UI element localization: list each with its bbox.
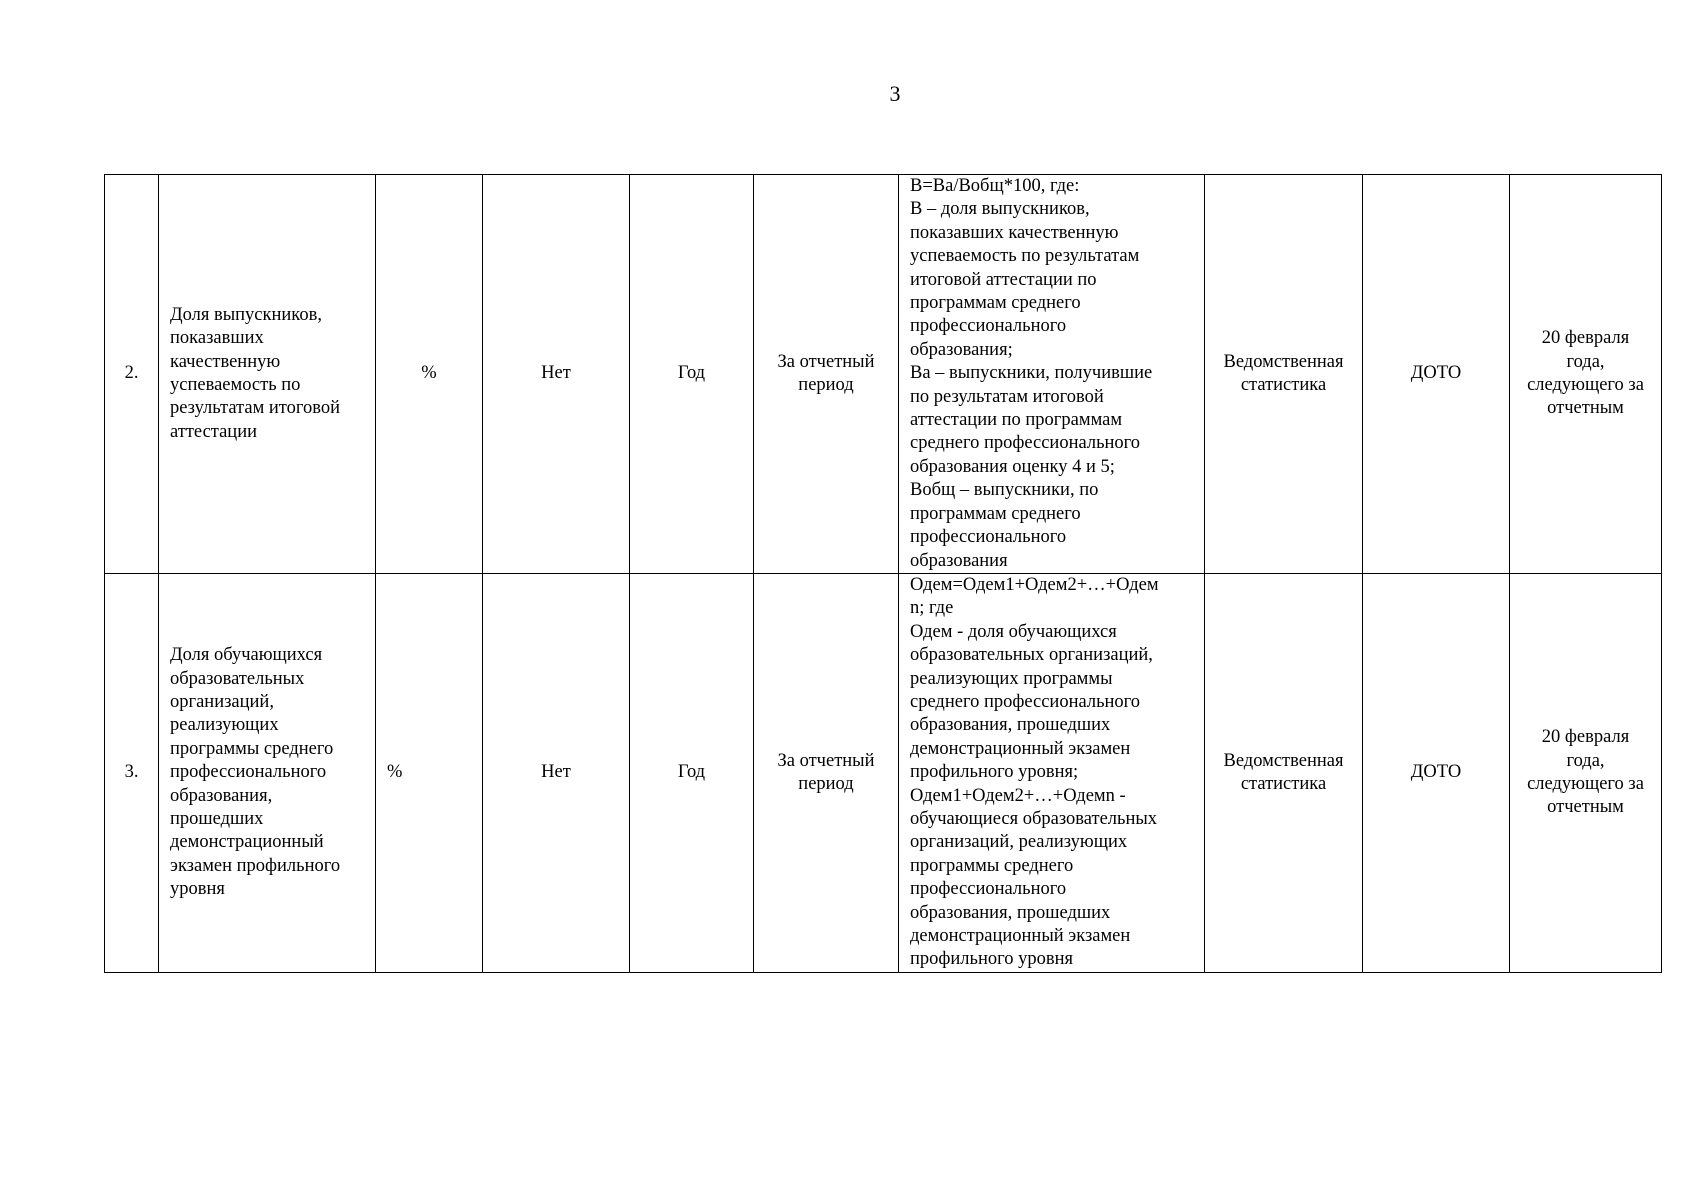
table-row xyxy=(105,573,1662,972)
periodicity-cell xyxy=(630,573,754,972)
unit-cell xyxy=(376,175,483,574)
row-number-cell xyxy=(105,573,159,972)
deadline-cell xyxy=(1510,175,1662,574)
row-number-cell xyxy=(105,175,159,574)
cumulative: Нет xyxy=(541,762,571,783)
time-type: За отчетный период xyxy=(777,351,875,395)
source-cell xyxy=(1205,573,1363,972)
row-number: 2. xyxy=(124,363,139,384)
calculation-method: В=Ва/Вобщ*100, где: В – доля выпускников, показавших качественную успеваемость по результатам итоговой аттестации по программам среднего профессионального образования; Ва – выпускники, получившие по результатам итоговой аттестации по программам среднего профессионального образования оценку 4 и 5; Вобщ – выпускники, по программам среднего профессионального образования xyxy=(910,176,1153,571)
deadline-cell xyxy=(1510,573,1662,972)
indicator-name: Доля обучающихся образовательных организаций, реализующих программы среднего профессионального образования, прошедших демонстрационный экзамен профильного уровня xyxy=(170,645,341,900)
time-type-cell xyxy=(754,573,899,972)
responsible: ДОТО xyxy=(1410,363,1462,384)
time-type: За отчетный период xyxy=(777,750,875,794)
data-source: Ведомственная статистика xyxy=(1223,750,1344,794)
method-cell xyxy=(899,175,1205,574)
time-type-cell xyxy=(754,175,899,574)
table-row xyxy=(105,175,1662,574)
periodicity: Год xyxy=(677,363,706,384)
data-source: Ведомственная статистика xyxy=(1223,351,1344,395)
source-cell xyxy=(1205,175,1363,574)
cumulative-cell xyxy=(483,573,630,972)
row-number: 3. xyxy=(124,762,139,783)
responsible-cell xyxy=(1363,175,1510,574)
responsible: ДОТО xyxy=(1410,762,1462,783)
indicators-table xyxy=(104,174,1662,973)
deadline: 20 февраля года, следующего за отчетным xyxy=(1527,727,1644,818)
unit-cell xyxy=(376,573,483,972)
indicator-name-cell xyxy=(159,175,376,574)
periodicity-cell xyxy=(630,175,754,574)
periodicity: Год xyxy=(677,762,706,783)
indicator-name: Доля выпускников, показавших качественную успеваемость по результатам итоговой аттестации xyxy=(170,304,341,442)
method-cell xyxy=(899,573,1205,972)
indicator-name-cell xyxy=(159,573,376,972)
cumulative-cell xyxy=(483,175,630,574)
deadline: 20 февраля года, следующего за отчетным xyxy=(1527,328,1644,419)
unit: % xyxy=(387,762,403,783)
responsible-cell xyxy=(1363,573,1510,972)
unit: % xyxy=(421,363,437,384)
page-number: 3 xyxy=(889,81,901,106)
cumulative: Нет xyxy=(541,363,571,384)
calculation-method: Одем=Одем1+Одем2+…+Одем n; где Одем - доля обучающихся образовательных организаций, реализующих программы среднего профессионального образования, прошедших демонстрационный экзамен профильного уровня; Одем1+Одем2+…+Одемn - обучающиеся образовательных организаций, реализующих программы среднего профессионального образования, прошедших демонстрационный экзамен профильного уровня xyxy=(910,574,1159,970)
